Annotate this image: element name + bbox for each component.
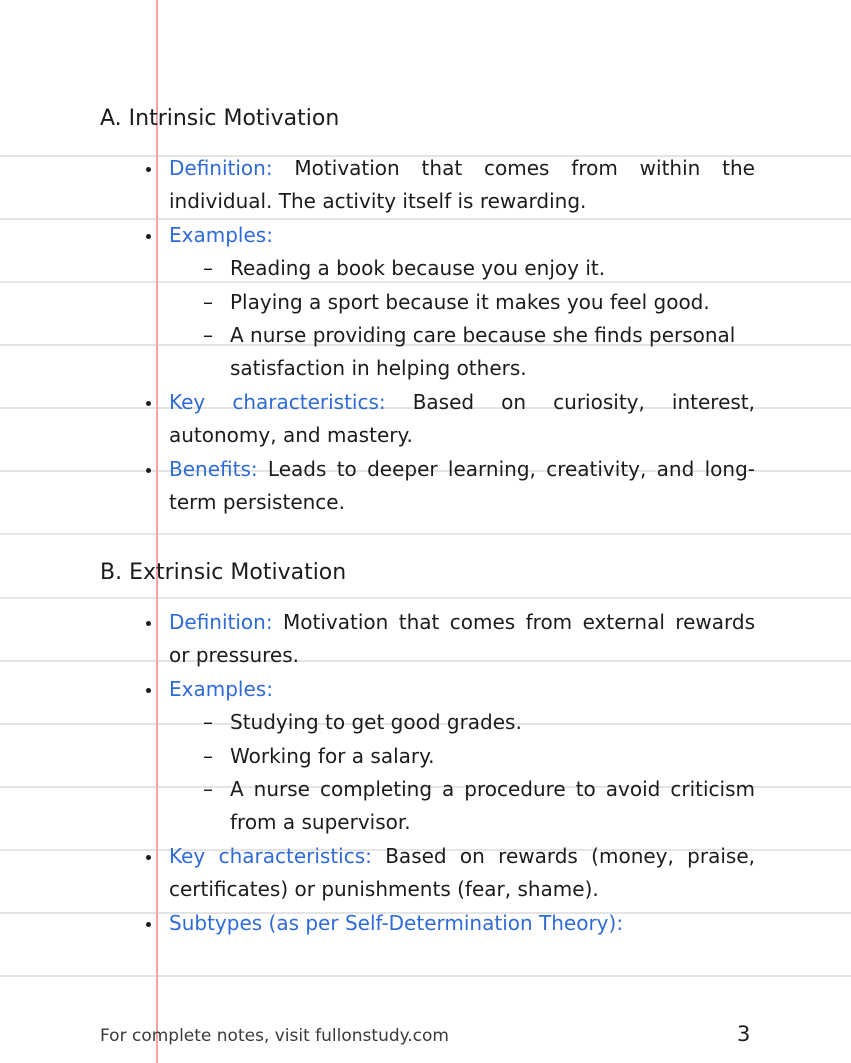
bullet-benefits (0, 453, 755, 520)
bullet-label: Examples: (169, 676, 273, 701)
bullet-text: Motivation that comes from within the individual. The activity itself is rewarding. (169, 156, 755, 214)
bullet-label: Subtypes (as per Self-Determination Theory): (169, 910, 624, 935)
bullet-dot (146, 401, 151, 406)
bullet-dot (146, 167, 151, 172)
bullet-key-characteristics (0, 386, 755, 453)
bullet-examples (0, 219, 755, 386)
examples-list (169, 706, 755, 840)
example-text: Reading a book because you enjoy it. (230, 256, 606, 281)
bullet-text: Based on rewards (money, praise, certificates) or punishments (fear, shame). (169, 843, 755, 902)
dash-marker: – (203, 289, 213, 314)
bullet-text: Based on curiosity, interest, autonomy, and mastery. (169, 389, 756, 448)
intrinsic-bullet-list (0, 152, 755, 519)
ruled-line (0, 533, 851, 535)
bullet-label: Benefits: (169, 456, 258, 481)
page-number: 3 (737, 1022, 751, 1046)
bullet-dot (146, 621, 151, 626)
bullet-label: Definition: (169, 610, 273, 634)
dash-marker: – (203, 743, 213, 768)
example-item (169, 773, 755, 840)
dash-marker: – (203, 323, 213, 348)
dash-marker: – (203, 777, 213, 802)
bullet-dot (146, 234, 151, 239)
example-item (169, 252, 755, 285)
bullet-label: Key characteristics: (169, 389, 386, 414)
bullet-examples (0, 673, 755, 840)
examples-list (169, 252, 755, 386)
section-heading-extrinsic: B. Extrinsic Motivation (100, 560, 347, 585)
bullet-subtypes (0, 907, 755, 940)
extrinsic-bullet-list (0, 606, 755, 940)
example-text: Working for a salary. (230, 743, 435, 768)
dash-marker: – (203, 256, 213, 281)
example-item (169, 740, 755, 773)
bullet-definition (0, 152, 755, 219)
bullet-dot (146, 855, 151, 860)
example-text: A nurse providing care because she finds personal satisfaction in helping others. (230, 323, 736, 381)
section-heading-intrinsic: A. Intrinsic Motivation (100, 106, 340, 131)
example-text: Studying to get good grades. (230, 710, 522, 735)
bullet-key-characteristics (0, 840, 755, 907)
ruled-line (0, 975, 851, 977)
example-item (169, 706, 755, 739)
bullet-dot (146, 468, 151, 473)
dash-marker: – (203, 710, 213, 735)
bullet-dot (146, 688, 151, 693)
bullet-definition (0, 606, 755, 673)
bullet-dot (146, 922, 151, 927)
example-text: Playing a sport because it makes you feel good. (230, 289, 710, 314)
bullet-label: Examples: (169, 222, 273, 247)
bullet-text: Leads to deeper learning, creativity, and long-term persistence. (169, 456, 755, 515)
bullet-text: Motivation that comes from external rewards or pressures. (169, 610, 755, 668)
footer-text: For complete notes, visit fullonstudy.com (100, 1026, 449, 1046)
example-item (169, 286, 755, 319)
example-item (169, 319, 755, 386)
bullet-label: Definition: (169, 156, 273, 180)
ruled-line (0, 597, 851, 599)
example-text: A nurse completing a procedure to avoid criticism from a supervisor. (230, 777, 755, 835)
bullet-label: Key characteristics: (169, 843, 372, 868)
